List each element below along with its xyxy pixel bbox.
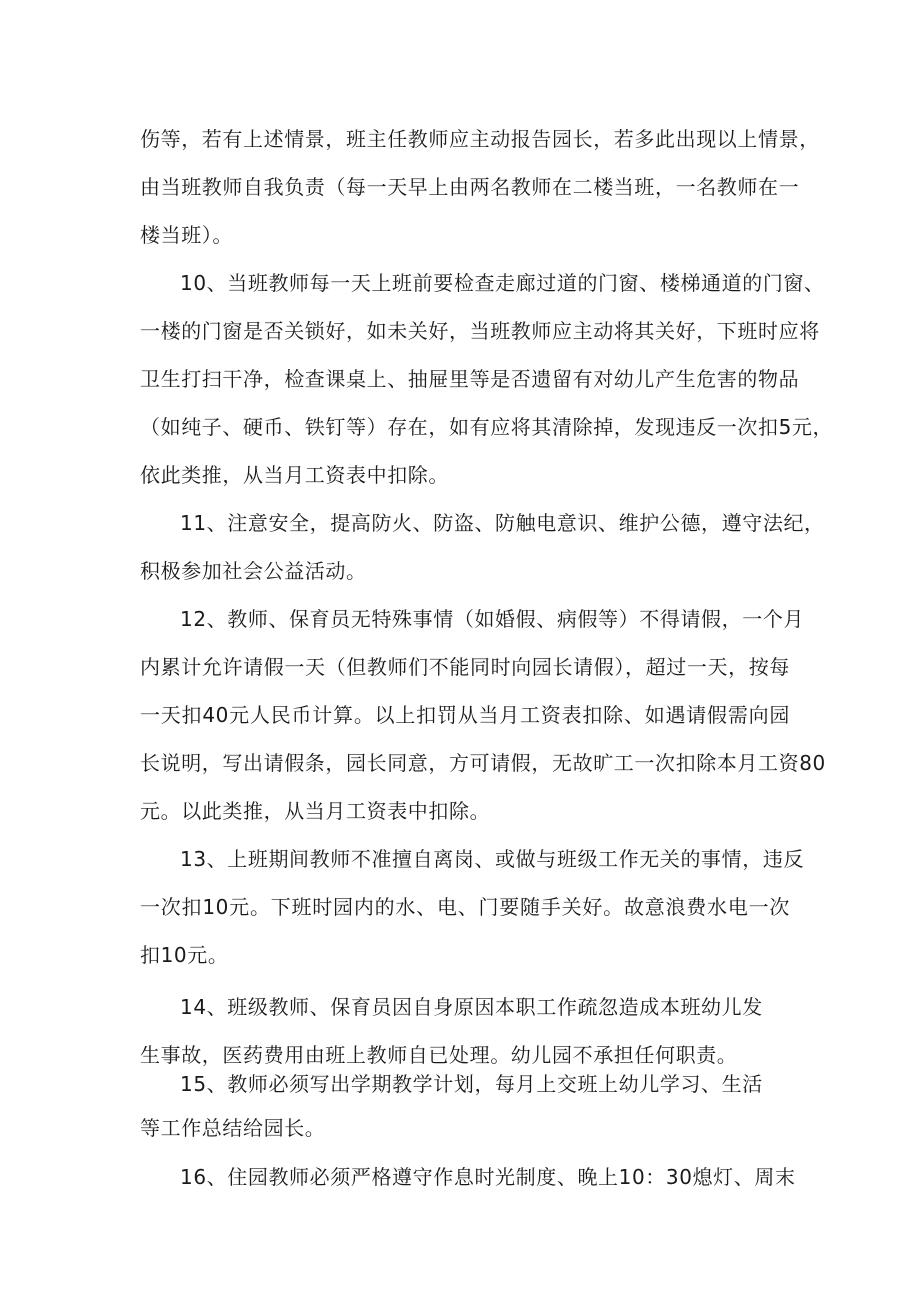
text-line: 一天扣40元人民币计算。以上扣罚从当月工资表扣除、如遇请假需向园 (140, 703, 790, 727)
text-line: 一楼的门窗是否关锁好，如未关好，当班教师应主动将其关好，下班时应将 (140, 319, 820, 343)
text-line: 长说明，写出请假条，园长同意，方可请假，无故旷工一次扣除本月工资80 (140, 751, 826, 775)
text-line: （如纯子、硬币、铁钉等）存在，如有应将其清除掉，发现违反一次扣5元， (140, 415, 834, 439)
paragraph-start-13: 13、上班期间教师不准擅自离岗、或做与班级工作无关的事情，违反 (180, 847, 805, 871)
paragraph-start-11: 11、注意安全，提高防火、防盗、防触电意识、维护公德，遵守法纪， (180, 511, 825, 535)
paragraph-start-14: 14、班级教师、保育员因自身原因本职工作疏忽造成本班幼儿发 (180, 995, 763, 1019)
paragraph-start-16: 16、住园教师必须严格遵守作息时光制度、晚上10：30熄灯、周末 (180, 1165, 796, 1189)
text-line: 内累计允许请假一天（但教师们不能同时向园长请假），超过一天，按每 (140, 655, 790, 679)
text-line: 由当班教师自我负责（每一天早上由两名教师在二楼当班，一名教师在一 (140, 175, 800, 199)
text-line: 扣10元。 (140, 943, 229, 967)
paragraph-start-10: 10、当班教师每一天上班前要检查走廊过道的门窗、楼梯通道的门窗、 (180, 271, 825, 295)
text-line: 卫生打扫干净，检查课桌上、抽屉里等是否遗留有对幼儿产生危害的物品 (140, 367, 800, 391)
text-line: 伤等，若有上述情景，班主任教师应主动报告园长，若多此出现以上情景， (140, 127, 820, 151)
text-line: 依此类推，从当月工资表中扣除。 (140, 463, 449, 487)
text-line: 积极参加社会公益活动。 (140, 559, 367, 583)
text-line: 楼当班）。 (140, 223, 233, 247)
text-line: 等工作总结给园长。 (140, 1116, 326, 1140)
paragraph-start-15: 15、教师必须写出学期教学计划，每月上交班上幼儿学习、生活 (180, 1072, 763, 1096)
text-line: 生事故，医药费用由班上教师自已处理。幼儿园不承担任何职责。 (140, 1043, 738, 1067)
text-line: 一次扣10元。下班时园内的水、电、门要随手关好。故意浪费水电一次 (140, 895, 790, 919)
text-line: 元。以此类推，从当月工资表中扣除。 (140, 799, 491, 823)
paragraph-start-12: 12、教师、保育员无特殊事情（如婚假、病假等）不得请假，一个月 (180, 607, 805, 631)
